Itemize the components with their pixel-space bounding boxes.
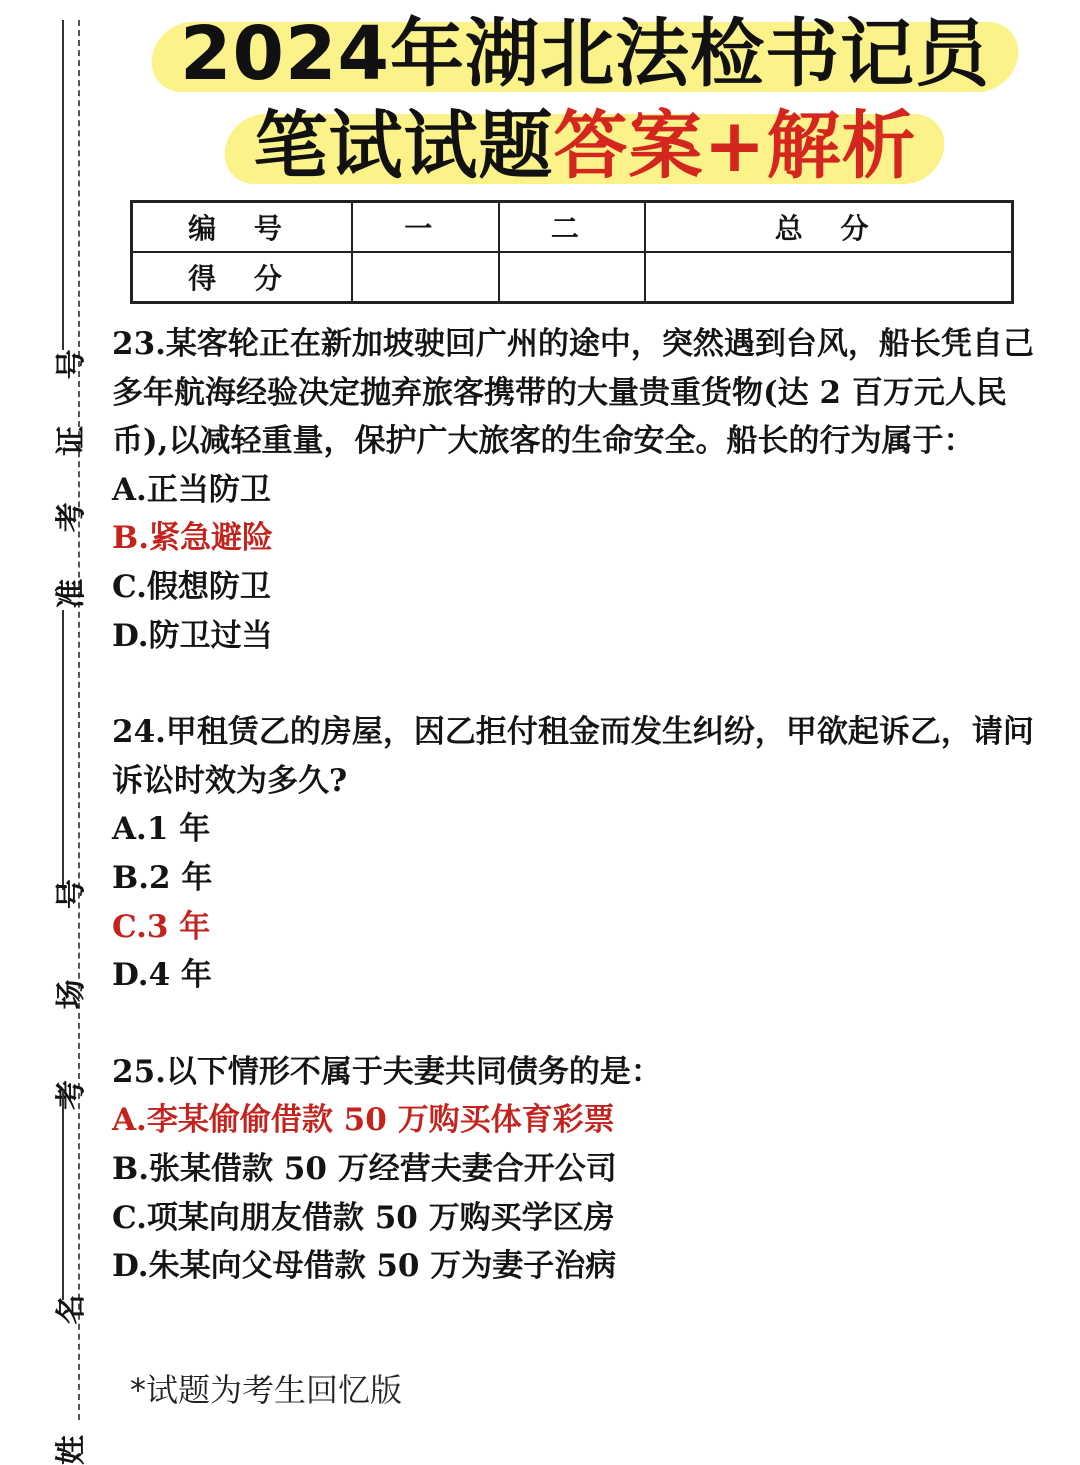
option-a: A.正当防卫 — [112, 471, 271, 508]
page-title — [150, 10, 1020, 190]
question-24 — [112, 708, 1042, 1000]
question-25 — [112, 1048, 1042, 1291]
exam-id-underline — [62, 20, 64, 350]
option-a: A.1 年 — [112, 811, 211, 848]
exam-room-label: 考 场 号 — [54, 849, 89, 1110]
name-label: 姓 名 — [54, 1244, 89, 1465]
question-stem: 25.以下情形不属于夫妻共同债务的是： — [112, 1053, 662, 1090]
score-cell-part-2: 二 — [499, 202, 646, 253]
exam-room-underline — [62, 610, 64, 890]
score-cell-score-1 — [352, 252, 499, 303]
recall-note: *试题为考生回忆版 — [130, 1371, 403, 1409]
title-line-2 — [225, 102, 944, 190]
score-cell-number-label: 编 号 — [132, 202, 353, 253]
title-line-2-black: 笔试试题 — [253, 103, 554, 189]
title-line-2-red: 答案+解析 — [553, 103, 917, 189]
option-c: C.项某向朋友借款 50 万购买学区房 — [112, 1199, 615, 1236]
option-c-correct: C.3 年 — [112, 908, 211, 945]
option-b-correct: B.紧急避险 — [112, 520, 273, 557]
binding-dash-line — [78, 20, 80, 1420]
question-stem: 23.某客轮正在新加坡驶回广州的途中，突然遇到台风，船长凭自己多年航海经验决定抛弃旅客携带的大量贵重货物(达 2 百万元人民币),以减轻重量，保护广大旅客的生命安全。船长的行为属于： — [112, 326, 1034, 460]
option-d: D.4 年 — [112, 957, 212, 994]
score-cell-score-2 — [499, 252, 646, 303]
binding-margin — [0, 0, 100, 1465]
option-b: B.2 年 — [112, 859, 213, 896]
score-table-header-row — [132, 202, 1013, 253]
exam-id-label: 准 考 证 号 — [54, 331, 89, 609]
option-d: D.朱某向父母借款 50 万为妻子治病 — [112, 1248, 617, 1285]
score-cell-part-1: 一 — [352, 202, 499, 253]
title-line-1: 2024年湖北法检书记员 — [152, 10, 1018, 98]
option-d: D.防卫过当 — [112, 617, 273, 654]
score-cell-score-label: 得 分 — [132, 252, 353, 303]
option-a-correct: A.李某偷偷借款 50 万购买体育彩票 — [112, 1102, 615, 1139]
questions-section — [112, 320, 1042, 1291]
score-table — [130, 200, 1014, 304]
option-b: B.张某借款 50 万经营夫妻合开公司 — [112, 1150, 617, 1187]
question-23 — [112, 320, 1042, 660]
score-table-score-row — [132, 252, 1013, 303]
score-cell-total: 总 分 — [645, 202, 1012, 253]
score-cell-score-total — [645, 252, 1012, 303]
question-stem: 24.甲租赁乙的房屋，因乙拒付租金而发生纠纷，甲欲起诉乙，请问诉讼时效为多久? — [112, 714, 1034, 799]
option-c: C.假想防卫 — [112, 568, 271, 605]
